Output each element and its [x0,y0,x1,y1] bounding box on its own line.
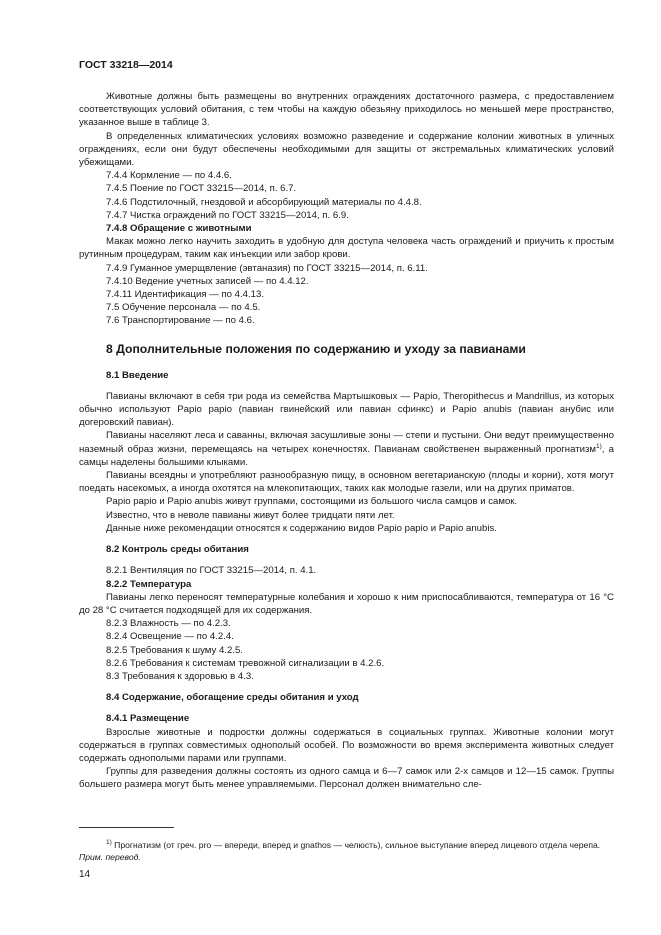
list-item: 7.6 Транспортирование — по 4.6. [106,315,255,327]
page-body [79,90,614,792]
subsection-heading: 8.4 Содержание, обогащение среды обитания и уход [106,692,359,704]
paragraph: Papio papio и Papio anubis живут группами, состоящими из большого числа самцов и самок. [106,496,518,508]
subsection-heading: 8.2 Контроль среды обитания [106,544,249,556]
list-item: 8.2.5 Требования к шуму 4.2.5. [106,644,243,656]
list-item: 7.4.10 Ведение учетных записей — по 4.4.12. [106,275,309,287]
list-item: 7.4.11 Идентификация — по 4.4.13. [106,289,265,301]
subsection-heading: 8.1 Введение [106,369,169,381]
section-heading: 8 Дополнительные положения по содержанию и уходу за павианами [106,341,526,356]
paragraph: Взрослые животные и подростки должны содержаться в социальных группах. Животные колонии могут содержаться в группах совместимых однополый особей. По возможности во время эксперимента животных следует содержать однополыми парами или группами. [79,726,614,764]
list-item: 7.4.9 Гуманное умерщвление (эвтаназия) по ГОСТ 33215—2014, п. 6.11. [106,262,428,274]
subsection-heading: 8.2.2 Температура [106,578,192,590]
document-header: ГОСТ 33218—2014 [79,59,173,71]
paragraph: Макак можно легко научить заходить в удобную для доступа человека часть ограждений и приучить к простым рутинным процедурам, таким как инъекции или забор крови. [79,236,614,261]
footnote: $^{1)}$ Прогнатизм (от греч. pro — впереди, вперед и gnathos — челюсть), сильное выступание вперед лицевого отдела черепа. Прим. перевод. [79,838,601,862]
list-item: 8.2.3 Влажность — по 4.2.3. [106,618,231,630]
paragraph: В определенных климатических условиях возможно разведение и содержание колонии животных в уличных ограждениях, если они будут обеспечены необходимыми для защиты от экстремальных климатических условий убежищами. [79,130,614,169]
paragraph: Павианы населяют леса и саванны, включая засушливые зоны — степи и пустыни. Они ведут преимущественно наземный образ жизни, перемещаясь на четырех конечностях. Павианам свойственен выраженный прогнатизм$^{1)}$, а самцы наделены большими клыками. [79,430,614,468]
subsection-heading: 7.4.8 Обращение с животными [106,223,252,235]
paragraph: Павианы всеядны и употребляют разнообразную пищу, в основном вегетарианскую (плоды и корни), хотя могут поедать насекомых, а иногда охотятся на млекопитающих, таких как молодые газели, или на других приматов. [79,470,614,495]
footnote-ref: 1) [595,442,602,450]
list-item: 7.4.6 Подстилочный, гнездовой и абсорбирующий материалы по 4.4.8. [106,196,422,208]
list-item: 8.2.4 Освещение — по 4.2.4. [106,631,234,643]
list-item: 8.2.1 Вентиляция по ГОСТ 33215—2014, п. 4.1. [106,565,317,577]
list-item: 7.4.4 Кормление — по 4.4.6. [106,170,232,182]
paragraph: Павианы включают в себя три рода из семейства Мартышковых — Papio, Theropithecus и Mandrillus, из которых обычно используют Papio papio (павиан гвинейский или павиан сфинкс) и Papio anubis (павиан анубис или догеровский павиан). [79,390,614,429]
paragraph: Данные ниже рекомендации относятся к содержанию видов Papio papio и Papio anubis. [106,522,497,534]
paragraph: Животные должны быть размещены во внутренних ограждениях достаточного размера, с предоставлением соответствующих условий обитания, с тем чтобы на каждую обезьяну приходилось но меньшей мере пространство, указанное выше в таблице 3. [79,91,614,129]
page-number: 14 [79,869,91,880]
paragraph: Группы для разведения должны состоять из одного самца и 6—7 самок или 2-х самцов и 12—15 самок. Группы большего размера могут быть менее управляемыми. Персонал должен внимательно сле- [79,766,614,791]
paragraph: Известно, что в неволе павианы живут более тридцати пяти лет. [106,509,395,521]
list-item: 7.4.5 Поение по ГОСТ 33215—2014, п. 6.7. [106,183,297,195]
list-item: 7.5 Обучение персонала — по 4.5. [106,302,261,314]
paragraph: Павианы легко переносят температурные колебания и хорошо к ним приспосабливаются, температура от 16 °С до 28 °С считается подходящей для их содержания. [79,591,614,616]
list-item: 8.2.6 Требования к системам тревожной сигнализации в 4.2.6. [106,657,385,669]
list-item: 7.4.7 Чистка ограждений по ГОСТ 33215—2014, п. 6.9. [106,209,349,221]
subsection-heading: 8.4.1 Размещение [106,713,190,725]
footnote-divider [79,827,174,828]
list-item: 8.3 Требования к здоровью в 4.3. [106,670,254,682]
